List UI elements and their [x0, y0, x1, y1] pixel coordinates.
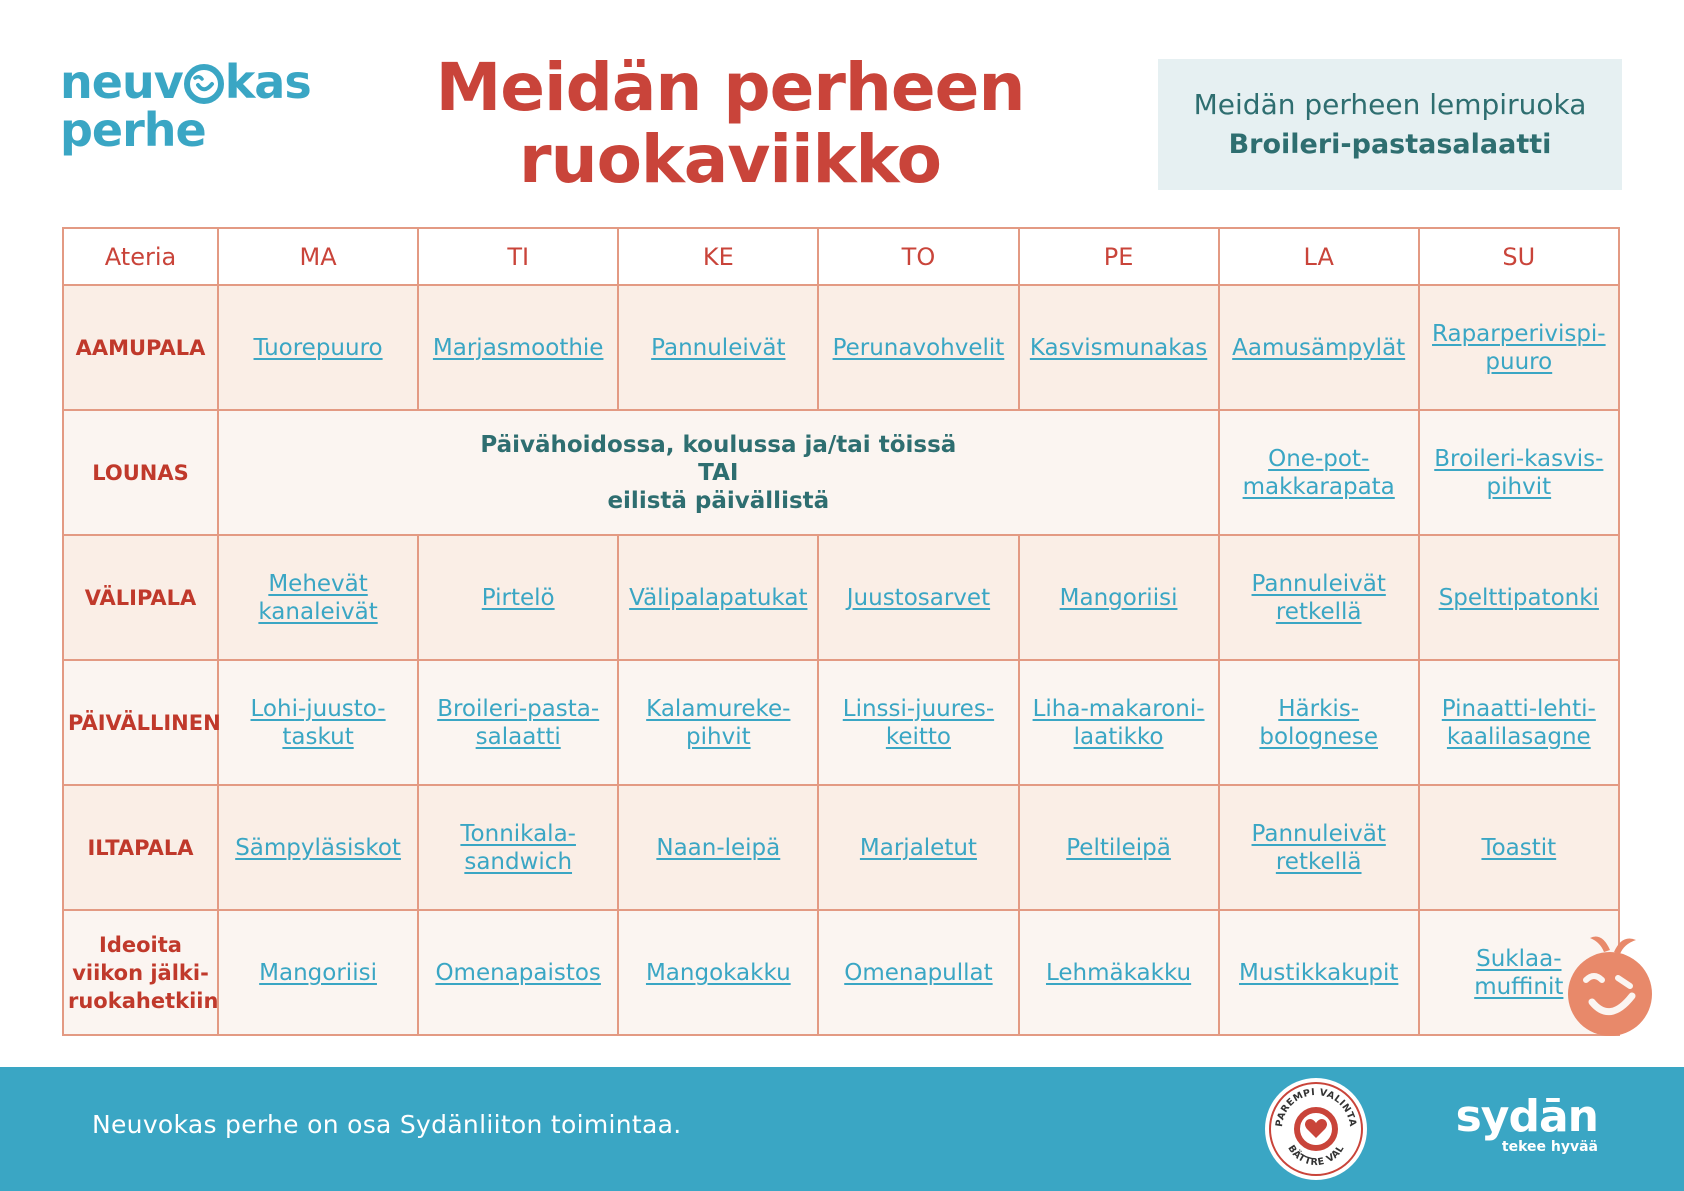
menu-cell [418, 910, 618, 1035]
sydan-logo [1448, 1091, 1598, 1155]
menu-cell [1219, 285, 1419, 410]
menu-cell [818, 910, 1018, 1035]
lunch-note: Päivähoidossa, koulussa ja/tai töissä TAI eilistä päivällistä [218, 410, 1219, 535]
favorite-dish-label: Meidän perheen lempiruoka [1193, 87, 1587, 121]
recipe-link[interactable]: Mangokakku [645, 959, 791, 986]
recipe-link[interactable]: Mustikkakupit [1239, 959, 1399, 986]
table-row [63, 660, 1619, 785]
logo-text-line2: perhe [60, 103, 206, 157]
recipe-link[interactable]: Pannuleivät retkellä [1251, 820, 1386, 875]
recipe-link[interactable]: Tuorepuuro [253, 334, 383, 361]
menu-cell [1019, 285, 1219, 410]
logo-text-part1: neuv [60, 55, 183, 109]
menu-cell [618, 535, 818, 660]
menu-cell [1019, 910, 1219, 1035]
menu-cell [218, 535, 418, 660]
menu-cell [218, 660, 418, 785]
menu-cell [1219, 910, 1419, 1035]
menu-cell [1019, 785, 1219, 910]
header-meal: Ateria [63, 228, 218, 285]
menu-cell [418, 535, 618, 660]
parempi-valinta-badge [1265, 1078, 1367, 1180]
badge-top-text: PAREMPI VALINTA [1273, 1086, 1359, 1128]
header-day-la: LA [1219, 228, 1419, 285]
recipe-link[interactable]: Marjasmoothie [432, 334, 604, 361]
menu-cell [218, 785, 418, 910]
menu-cell [418, 285, 618, 410]
menu-cell [1419, 660, 1619, 785]
recipe-link[interactable]: Peltileipä [1066, 834, 1171, 861]
menu-cell [818, 285, 1018, 410]
recipe-link[interactable]: Marjaletut [859, 834, 977, 861]
recipe-link[interactable]: Pannuleivät retkellä [1251, 570, 1386, 625]
table-row [63, 410, 1619, 535]
menu-cell [418, 660, 618, 785]
menu-cell [618, 910, 818, 1035]
row-label: PÄIVÄLLINEN [63, 660, 218, 785]
table-header-row [63, 228, 1619, 285]
recipe-link[interactable]: Suklaa- muffinit [1474, 945, 1564, 1000]
recipe-link[interactable]: Liha-makaroni- laatikko [1032, 695, 1205, 750]
header-day-ma: MA [218, 228, 418, 285]
menu-cell [618, 285, 818, 410]
row-label: LOUNAS [63, 410, 218, 535]
menu-cell [618, 660, 818, 785]
recipe-link[interactable]: Omenapaistos [435, 959, 601, 986]
recipe-link[interactable]: Toastit [1481, 834, 1557, 861]
recipe-link[interactable]: Mehevät kanaleivät [258, 570, 378, 625]
menu-cell [218, 910, 418, 1035]
table-row [63, 785, 1619, 910]
menu-cell [1019, 660, 1219, 785]
menu-cell [1419, 535, 1619, 660]
table-row [63, 535, 1619, 660]
sydan-tagline: tekee hyvää [1501, 1139, 1598, 1155]
menu-cell [1219, 535, 1419, 660]
neuvokas-perhe-logo [60, 55, 330, 157]
menu-cell [1019, 535, 1219, 660]
recipe-link[interactable]: Lehmäkakku [1045, 959, 1192, 986]
menu-cell [1219, 785, 1419, 910]
badge-bottom-text: BÄTTRE VAL [1285, 1143, 1347, 1169]
recipe-link[interactable]: Pirtelö [481, 584, 555, 611]
recipe-link[interactable]: Sämpyläsiskot [235, 834, 401, 861]
row-label: VÄLIPALA [63, 535, 218, 660]
header-day-su: SU [1419, 228, 1619, 285]
menu-cell [618, 785, 818, 910]
recipe-link[interactable]: Aamusämpylät [1232, 334, 1406, 361]
menu-cell [818, 660, 1018, 785]
recipe-link[interactable]: Linssi-juures- keitto [842, 695, 995, 750]
recipe-link[interactable]: Pinaatti-lehti- kaalilasagne [1441, 695, 1596, 750]
sydan-brand: sydān [1455, 1091, 1598, 1142]
menu-cell [818, 535, 1018, 660]
header-day-pe: PE [1019, 228, 1219, 285]
favorite-dish-box [1158, 59, 1622, 190]
menu-cell [1419, 285, 1619, 410]
menu-cell [418, 785, 618, 910]
recipe-link[interactable]: Juustosarvet [846, 584, 991, 611]
logo-text-part2: kas [224, 55, 311, 109]
title-line-1: Meidän perheen [435, 49, 1025, 126]
recipe-link[interactable]: Mangoriisi [1059, 584, 1178, 611]
recipe-link[interactable]: Spelttipatonki [1438, 584, 1599, 611]
recipe-link[interactable]: Kalamureke- pihvit [646, 695, 791, 750]
mascot-face-icon [1560, 928, 1660, 1038]
recipe-link[interactable]: Broileri-kasvis- pihvit [1434, 445, 1604, 500]
recipe-link[interactable]: Mangoriisi [259, 959, 377, 986]
recipe-link[interactable]: Raparperivispi- puuro [1432, 320, 1606, 375]
recipe-link[interactable]: Härkis- bolognese [1259, 695, 1378, 750]
recipe-link[interactable]: Tonnikala- sandwich [460, 820, 576, 875]
recipe-link[interactable]: Kasvismunakas [1029, 334, 1208, 361]
menu-cell [1419, 785, 1619, 910]
recipe-link[interactable]: Perunavohvelit [832, 334, 1005, 361]
row-label: ILTAPALA [63, 785, 218, 910]
footer-text: Neuvokas perhe on osa Sydänliiton toimintaa. [92, 1110, 682, 1139]
recipe-link[interactable]: Naan-leipä [656, 834, 781, 861]
recipe-link[interactable]: Pannuleivät [651, 334, 786, 361]
recipe-link[interactable]: One-pot- makkarapata [1242, 445, 1395, 500]
row-label: Ideoita viikon jälki- ruokahetkiin [63, 910, 218, 1035]
table-row [63, 285, 1619, 410]
recipe-link[interactable]: Välipalapatukat [629, 584, 808, 611]
footer-bar [0, 1067, 1684, 1191]
menu-cell [1419, 410, 1619, 535]
recipe-link[interactable]: Lohi-juusto- taskut [250, 695, 386, 750]
page-title [430, 49, 1030, 198]
menu-cell [1219, 410, 1419, 535]
recipe-link[interactable]: Broileri-pasta- salaatti [437, 695, 600, 750]
smiley-face-icon [184, 64, 224, 104]
menu-cell [1219, 660, 1419, 785]
menu-cell [818, 785, 1018, 910]
title-line-2: ruokaviikko [519, 121, 941, 198]
header-day-ti: TI [418, 228, 618, 285]
recipe-link[interactable]: Omenapullat [844, 959, 993, 986]
menu-cell [218, 285, 418, 410]
row-label: AAMUPALA [63, 285, 218, 410]
header-day-ke: KE [618, 228, 818, 285]
header-day-to: TO [818, 228, 1018, 285]
weekly-menu-table [62, 227, 1620, 1036]
favorite-dish-value: Broileri-pastasalaatti [1228, 128, 1552, 160]
table-row [63, 910, 1619, 1035]
